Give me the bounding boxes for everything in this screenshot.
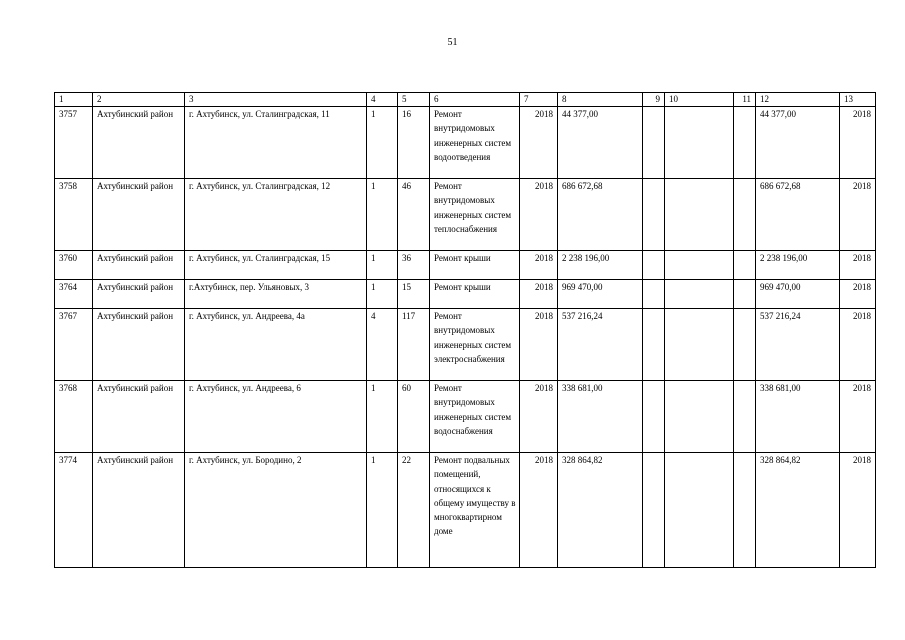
col10-cell bbox=[665, 179, 734, 251]
col5-cell: 117 bbox=[398, 309, 430, 381]
col9-cell bbox=[643, 309, 665, 381]
column-number: 3 bbox=[185, 93, 367, 107]
column-number: 7 bbox=[520, 93, 558, 107]
cost-cell: 44 377,00 bbox=[558, 107, 643, 179]
col12-cell: 328 864,82 bbox=[756, 453, 840, 568]
col11-cell bbox=[734, 309, 756, 381]
column-number: 2 bbox=[93, 93, 185, 107]
cost-cell: 2 238 196,00 bbox=[558, 251, 643, 280]
col11-cell bbox=[734, 107, 756, 179]
table-body bbox=[55, 93, 876, 568]
column-number: 5 bbox=[398, 93, 430, 107]
address-cell: г. Ахтубинск, ул. Андреева, 4а bbox=[185, 309, 367, 381]
col13-cell: 2018 bbox=[840, 453, 876, 568]
col9-cell bbox=[643, 107, 665, 179]
address-cell: г. Ахтубинск, ул. Бородино, 2 bbox=[185, 453, 367, 568]
column-number: 1 bbox=[55, 93, 93, 107]
district-cell: Ахтубинский район bbox=[93, 309, 185, 381]
col11-cell bbox=[734, 381, 756, 453]
column-number-row bbox=[55, 93, 876, 107]
table-row bbox=[55, 280, 876, 309]
work-type-cell: Ремонт внутридомовых инженерных систем водоотведения bbox=[430, 107, 520, 179]
table-row bbox=[55, 179, 876, 251]
year-cell: 2018 bbox=[520, 107, 558, 179]
district-cell: Ахтубинский район bbox=[93, 251, 185, 280]
col5-cell: 16 bbox=[398, 107, 430, 179]
district-cell: Ахтубинский район bbox=[93, 453, 185, 568]
col5-cell: 60 bbox=[398, 381, 430, 453]
col12-cell: 2 238 196,00 bbox=[756, 251, 840, 280]
work-type-cell: Ремонт внутридомовых инженерных систем теплоснабжения bbox=[430, 179, 520, 251]
table-row bbox=[55, 381, 876, 453]
row-id: 3760 bbox=[55, 251, 93, 280]
column-number: 10 bbox=[665, 93, 734, 107]
address-cell: г. Ахтубинск, ул. Сталинградская, 12 bbox=[185, 179, 367, 251]
district-cell: Ахтубинский район bbox=[93, 280, 185, 309]
col13-cell: 2018 bbox=[840, 179, 876, 251]
col11-cell bbox=[734, 453, 756, 568]
col13-cell: 2018 bbox=[840, 309, 876, 381]
table-row bbox=[55, 107, 876, 179]
page-number: 51 bbox=[447, 37, 458, 48]
col9-cell bbox=[643, 381, 665, 453]
column-number: 13 bbox=[840, 93, 876, 107]
register-table bbox=[54, 92, 876, 568]
work-type-cell: Ремонт крыши bbox=[430, 251, 520, 280]
column-number: 8 bbox=[558, 93, 643, 107]
col11-cell bbox=[734, 280, 756, 309]
work-type-cell: Ремонт подвальных помещений, относящихся к общему имуществу в многоквартирном доме bbox=[430, 453, 520, 568]
col12-cell: 44 377,00 bbox=[756, 107, 840, 179]
row-id: 3774 bbox=[55, 453, 93, 568]
col5-cell: 22 bbox=[398, 453, 430, 568]
col13-cell: 2018 bbox=[840, 107, 876, 179]
work-type-cell: Ремонт внутридомовых инженерных систем электроснабжения bbox=[430, 309, 520, 381]
year-cell: 2018 bbox=[520, 453, 558, 568]
district-cell: Ахтубинский район bbox=[93, 381, 185, 453]
col4-cell: 1 bbox=[367, 107, 398, 179]
col10-cell bbox=[665, 280, 734, 309]
col4-cell: 1 bbox=[367, 453, 398, 568]
col4-cell: 1 bbox=[367, 280, 398, 309]
col9-cell bbox=[643, 251, 665, 280]
column-number: 11 bbox=[734, 93, 756, 107]
col11-cell bbox=[734, 179, 756, 251]
row-id: 3768 bbox=[55, 381, 93, 453]
col4-cell: 1 bbox=[367, 179, 398, 251]
cost-cell: 537 216,24 bbox=[558, 309, 643, 381]
col9-cell bbox=[643, 453, 665, 568]
col12-cell: 338 681,00 bbox=[756, 381, 840, 453]
col5-cell: 36 bbox=[398, 251, 430, 280]
district-cell: Ахтубинский район bbox=[93, 107, 185, 179]
cost-cell: 338 681,00 bbox=[558, 381, 643, 453]
col5-cell: 46 bbox=[398, 179, 430, 251]
col12-cell: 686 672,68 bbox=[756, 179, 840, 251]
district-cell: Ахтубинский район bbox=[93, 179, 185, 251]
column-number: 6 bbox=[430, 93, 520, 107]
col10-cell bbox=[665, 381, 734, 453]
col9-cell bbox=[643, 179, 665, 251]
year-cell: 2018 bbox=[520, 280, 558, 309]
year-cell: 2018 bbox=[520, 251, 558, 280]
address-cell: г. Ахтубинск, ул. Сталинградская, 15 bbox=[185, 251, 367, 280]
year-cell: 2018 bbox=[520, 309, 558, 381]
year-cell: 2018 bbox=[520, 381, 558, 453]
work-type-cell: Ремонт крыши bbox=[430, 280, 520, 309]
row-id: 3767 bbox=[55, 309, 93, 381]
column-number: 4 bbox=[367, 93, 398, 107]
address-cell: г. Ахтубинск, ул. Андреева, 6 bbox=[185, 381, 367, 453]
col13-cell: 2018 bbox=[840, 280, 876, 309]
work-type-cell: Ремонт внутридомовых инженерных систем водоснабжения bbox=[430, 381, 520, 453]
col4-cell: 1 bbox=[367, 381, 398, 453]
col12-cell: 537 216,24 bbox=[756, 309, 840, 381]
cost-cell: 328 864,82 bbox=[558, 453, 643, 568]
col10-cell bbox=[665, 453, 734, 568]
cost-cell: 969 470,00 bbox=[558, 280, 643, 309]
col10-cell bbox=[665, 309, 734, 381]
column-number: 12 bbox=[756, 93, 840, 107]
year-cell: 2018 bbox=[520, 179, 558, 251]
col10-cell bbox=[665, 251, 734, 280]
cost-cell: 686 672,68 bbox=[558, 179, 643, 251]
col13-cell: 2018 bbox=[840, 251, 876, 280]
row-id: 3764 bbox=[55, 280, 93, 309]
col10-cell bbox=[665, 107, 734, 179]
column-number: 9 bbox=[643, 93, 665, 107]
table-row bbox=[55, 251, 876, 280]
table-row bbox=[55, 453, 876, 568]
address-cell: г.Ахтубинск, пер. Ульяновых, 3 bbox=[185, 280, 367, 309]
col4-cell: 1 bbox=[367, 251, 398, 280]
col5-cell: 15 bbox=[398, 280, 430, 309]
col11-cell bbox=[734, 251, 756, 280]
col13-cell: 2018 bbox=[840, 381, 876, 453]
col9-cell bbox=[643, 280, 665, 309]
table-row bbox=[55, 309, 876, 381]
col12-cell: 969 470,00 bbox=[756, 280, 840, 309]
row-id: 3757 bbox=[55, 107, 93, 179]
address-cell: г. Ахтубинск, ул. Сталинградская, 11 bbox=[185, 107, 367, 179]
row-id: 3758 bbox=[55, 179, 93, 251]
col4-cell: 4 bbox=[367, 309, 398, 381]
